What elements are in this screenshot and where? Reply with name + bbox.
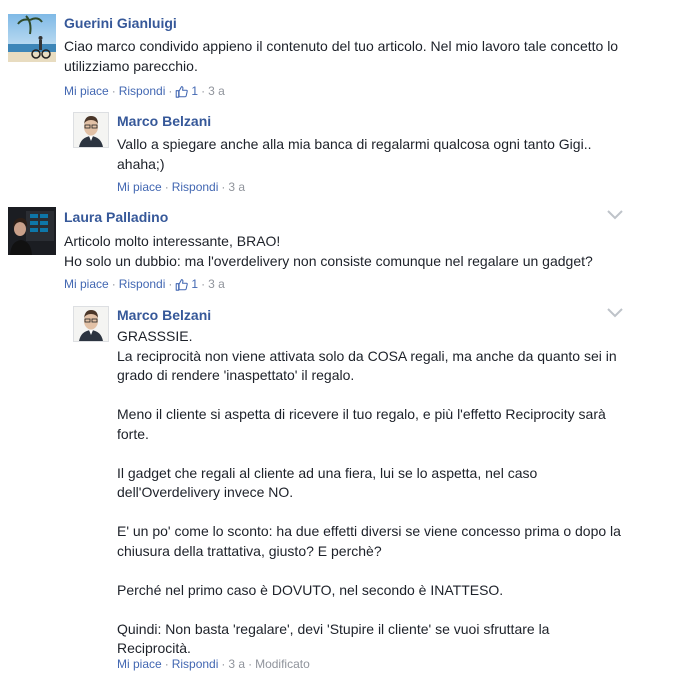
- timestamp[interactable]: 3 a: [228, 180, 246, 194]
- separator: ·: [221, 180, 226, 194]
- like-link[interactable]: Mi piace: [117, 657, 162, 671]
- like-link[interactable]: Mi piace: [64, 84, 109, 98]
- like-link[interactable]: Mi piace: [64, 277, 109, 291]
- chevron-down-icon[interactable]: [606, 307, 624, 319]
- comment-actions: [64, 277, 225, 291]
- beach-bicycle-photo-icon: [8, 14, 56, 62]
- edited-label[interactable]: Modificato: [255, 657, 310, 671]
- like-count[interactable]: 1: [191, 84, 199, 98]
- separator: ·: [111, 277, 116, 291]
- like-link[interactable]: Mi piace: [117, 180, 162, 194]
- separator: ·: [164, 180, 169, 194]
- comment-author[interactable]: Guerini Gianluigi: [64, 15, 177, 31]
- thumbs-up-icon[interactable]: [175, 278, 188, 291]
- avatar-belzani[interactable]: [73, 306, 109, 342]
- reply-link[interactable]: Rispondi: [171, 180, 219, 194]
- reply-link[interactable]: Rispondi: [118, 84, 166, 98]
- comment-text: Ciao marco condivido appieno il contenuto del tuo articolo. Nel mio lavoro tale concetto lo utilizziamo parecchio.: [64, 38, 619, 74]
- reply-link[interactable]: Rispondi: [118, 277, 166, 291]
- separator: ·: [201, 277, 206, 291]
- woman-linkedin-photo-icon: [8, 207, 56, 255]
- comment-actions: [117, 657, 310, 671]
- separator: ·: [168, 84, 173, 98]
- man-portrait-photo-icon: [74, 113, 108, 147]
- separator: ·: [164, 657, 169, 671]
- comment-actions: [64, 84, 225, 98]
- separator: ·: [111, 84, 116, 98]
- man-portrait-photo-icon: [74, 307, 108, 341]
- separator: ·: [168, 277, 173, 291]
- comment-text: Vallo a spiegare anche alla mia banca di regalarmi qualcosa ogni tanto Gigi.. ahaha;): [117, 136, 592, 172]
- like-count[interactable]: 1: [191, 277, 199, 291]
- reply-link[interactable]: Rispondi: [171, 657, 219, 671]
- comment-author[interactable]: Marco Belzani: [117, 307, 212, 323]
- avatar-belzani[interactable]: [73, 112, 109, 148]
- comment-author[interactable]: Marco Belzani: [117, 113, 212, 129]
- timestamp[interactable]: 3 a: [208, 84, 225, 98]
- comment-author[interactable]: Laura Palladino: [64, 209, 169, 225]
- timestamp[interactable]: 3 a: [228, 657, 246, 671]
- separator: ·: [221, 657, 226, 671]
- avatar-palladino[interactable]: [8, 207, 56, 255]
- chevron-down-icon[interactable]: [606, 209, 624, 221]
- comment-text: GRASSSIE. La reciprocità non viene attivata solo da COSA regali, ma anche da quanto sei in grado di rendere 'inaspettato' il regalo. Meno il cliente si aspetta di ricevere il tuo regalo, e più l'effetto Reciprocity sarà forte. Il gadget che regali al cliente ad una fiera, lui se lo aspetta, nel caso dell'Overdelivery invece NO. E' un po' come lo sconto: ha due effetti diversi se viene concesso prima o dopo la chiusura della trattativa, giusto? E perchè? Perché nel primo caso è DOVUTO, nel secondo è INATTESO. Quindi: Non basta 'regalare', devi 'Stupire il cliente' se vuoi sfruttare la Reciprocità.: [117, 328, 621, 656]
- comment-actions: [117, 180, 245, 194]
- separator: ·: [201, 84, 206, 98]
- thumbs-up-icon[interactable]: [175, 85, 188, 98]
- comment-text: Articolo molto interessante, BRAO! Ho solo un dubbio: ma l'overdelivery non consiste comunque nel regalare un gadget?: [64, 233, 593, 269]
- timestamp[interactable]: 3 a: [208, 277, 225, 291]
- avatar-guerini[interactable]: [8, 14, 56, 62]
- separator: ·: [248, 657, 253, 671]
